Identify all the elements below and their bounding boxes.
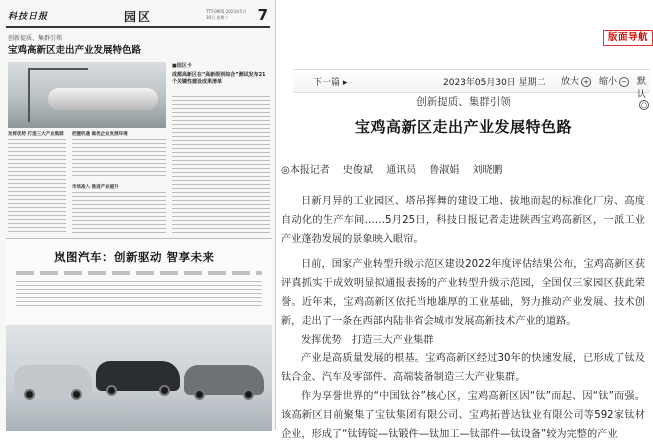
- thumb-subhead-2: 把握机遇 做优企业发展环境: [72, 132, 128, 137]
- masthead: [6, 6, 270, 28]
- car-silver: [14, 365, 92, 395]
- article-view: [277, 0, 650, 440]
- thumb-story-title[interactable]: 宝鸡高新区走出产业发展特色路: [8, 45, 142, 56]
- byline: [281, 161, 512, 176]
- wheel-shape: [159, 385, 170, 396]
- zoom-out-button[interactable]: [599, 74, 629, 87]
- default-icon: ○: [640, 101, 648, 109]
- side-story-title[interactable]: 成都高新区在“高新级别综合”测试发布21个关键性建设成果清单: [172, 72, 266, 85]
- section-subhead: 发挥优势 打造三大产业集群: [301, 334, 434, 346]
- masthead-meta: TTT-0905 2023年5月30日 星期二: [206, 9, 247, 20]
- ad-strip: [16, 271, 262, 275]
- section-name: 园区: [124, 10, 153, 24]
- byline-role: ◎本报记者: [281, 165, 330, 176]
- thumb-subhead-3: 市场准入 推进产业提升: [72, 185, 119, 190]
- crane-shape: [28, 68, 30, 122]
- newspaper-page-thumbnail[interactable]: [0, 0, 276, 430]
- crane-arm-shape: [28, 68, 88, 70]
- article-subtitle: 创新提质、集群引领: [416, 96, 511, 108]
- wheel-shape: [243, 389, 254, 400]
- byline-name: 史俊斌: [342, 165, 373, 176]
- issue-date: 2023年05月30日 星期二: [443, 78, 546, 88]
- ad-title: 岚图汽车：创新驱动 智享未来: [54, 250, 215, 264]
- zoom-in-button[interactable]: [561, 74, 591, 87]
- article-headline: 宝鸡高新区走出产业发展特色路: [354, 118, 572, 136]
- plus-icon: +: [581, 77, 591, 87]
- thumb-story-kicker: 创新提质、集群引领: [8, 35, 63, 42]
- car-grey: [184, 365, 264, 395]
- default-size-label: 默认: [637, 77, 647, 100]
- text-column: [72, 139, 166, 179]
- byline-name: 鲁淑娟: [429, 165, 460, 176]
- text-column: [8, 139, 66, 235]
- car-dark: [96, 361, 180, 391]
- ad-photo: [6, 325, 272, 431]
- paragraph: 日新月异的工业园区、塔吊挥舞的建设工地、拔地而起的标准化厂房、高度自动化的生产车间……5月25日，科技日报记者走进陕西宝鸡高新区，一派工业产业蓬勃发展的景象映入眼帘。: [281, 196, 645, 245]
- paragraph: 日前，国家产业转型升级示范区建设2022年度评估结果公布，宝鸡高新区获评真抓实干成效明显拟通报表扬的产业转型升级示范园，全国仅三家园区获此荣誉。近年来，宝鸡高新区依托当地雄厚的工业基础，努力推动产业发展、技术创新，走出了一条在西部内陆非省会城市发展高新技术产业的道路。: [281, 259, 645, 327]
- text-column: [72, 192, 166, 235]
- tank-shape: [48, 88, 158, 110]
- zoom-out-label: 缩小: [599, 77, 618, 87]
- thumb-subhead-1: 发挥优势 打造三大产业集群: [8, 132, 64, 137]
- wheel-shape: [106, 385, 117, 396]
- wheel-shape: [194, 389, 205, 400]
- story-photo: [8, 62, 166, 128]
- byline-name: 刘晓鹏: [472, 165, 503, 176]
- wheel-shape: [71, 389, 82, 400]
- next-article-link[interactable]: 下一篇 ▸: [313, 78, 348, 88]
- paragraph: 产业是高质量发展的根基。宝鸡高新区经过30年的快速发展，已形成了钛及钛合金、汽车及零部件、高端装备制造三大产业集群。: [281, 353, 645, 384]
- text-column: [172, 96, 270, 235]
- page-number: 7: [257, 6, 268, 24]
- ad-text-block: [16, 281, 262, 309]
- side-column-head: ■园区卡: [172, 63, 192, 69]
- paragraph: 作为享誉世界的“中国钛谷”核心区，宝鸡高新区因“钛”而起、因“钛”而强。该高新区目前聚集了宝钛集团有限公司、宝鸡拓普达钛业有限公司等592家钛材企业，形成了“钛铸锭—钛锻件—钛加工—钛部件—钛设备”较为完整的产业: [281, 390, 645, 440]
- car-advertisement: [6, 238, 272, 430]
- byline-role: 通讯员: [386, 165, 417, 176]
- page-nav-button[interactable]: 版面导航: [603, 30, 653, 46]
- newspaper-logo: 科技日报: [8, 12, 49, 22]
- article-body: [281, 193, 645, 444]
- minus-icon: −: [619, 77, 629, 87]
- zoom-in-label: 放大: [561, 77, 580, 87]
- wheel-shape: [24, 389, 35, 400]
